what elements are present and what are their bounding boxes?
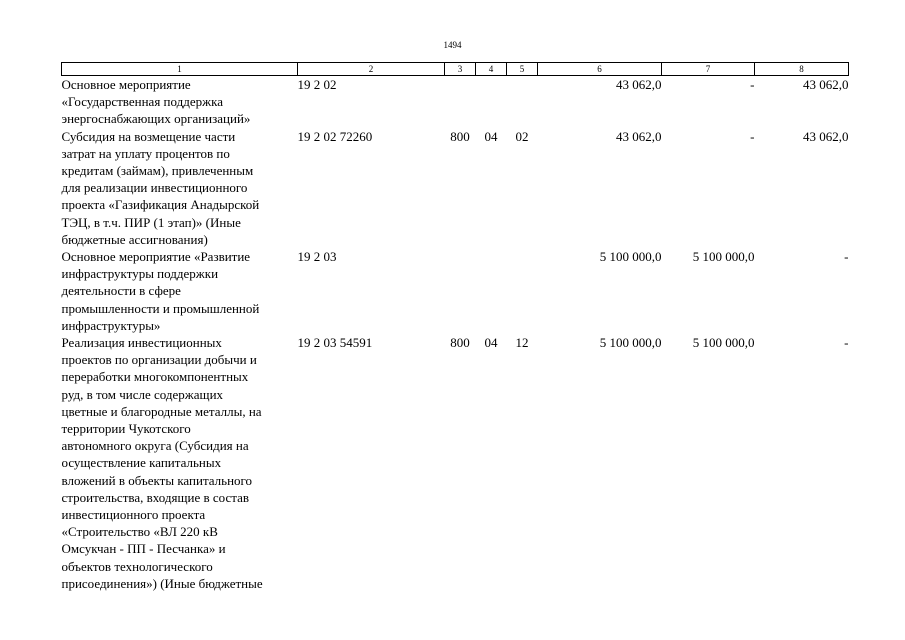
row-name-line: присоединения») (Иные бюджетные [61,575,263,591]
row-name-line: осуществление капитальных [61,455,222,471]
row-name-line: «Строительство «ВЛ 220 кВ [61,524,218,540]
column-header-6: 6 [538,63,662,76]
page-number: 1494 [443,40,462,50]
row-name-line: территории Чукотского [61,421,191,437]
row-name-line: Субсидия на возмещение части [61,128,236,144]
row-name-line: вложений в объекты капитального [61,472,253,488]
row-expense-type: 800 [450,128,470,144]
row-code: 19 2 02 [297,77,337,92]
row-name-line: проектов по организации добычи и [61,352,257,368]
row-name-line: для реализации инвестиционного [61,180,248,196]
row-code: 19 2 03 [297,249,337,265]
row-name [62,76,298,128]
row-name-line: переработки многокомпонентных [61,369,249,385]
row-name-line: энергоснабжающих организаций» [61,111,251,127]
row-name-line: ТЭЦ, в т.ч. ПИР (1 этап)» (Иные [61,214,241,230]
column-number-header [62,63,849,76]
row-section [476,248,507,334]
table-row [62,248,849,334]
row-name-line: деятельности в сфере [61,283,181,299]
column-header-1: 1 [62,63,298,76]
table-body [62,76,849,593]
row-name [62,248,298,334]
row-name-line: промышленности и промышленной [61,300,260,316]
row-amount-col6: 43 062,0 [616,128,662,144]
column-header-7: 7 [662,63,755,76]
row-name-line: автономного округа (Субсидия на [61,438,249,454]
row-name-line: Реализация инвестиционных [61,335,222,351]
budget-table [61,62,849,592]
row-amount-col8: - [844,335,849,351]
row-name-line: руд, в том числе содержащих [61,386,224,402]
row-name [62,128,298,248]
row-name-line: цветные и благородные металлы, на [61,403,262,419]
row-expense-type [445,76,476,128]
row-name-line: бюджетные ассигнования) [61,231,208,247]
row-name-line: кредитам (займам), привлеченным [61,163,254,179]
row-name-line: Омсукчан - ПП - Песчанка» и [61,541,226,557]
row-name-line: инфраструктуры» [61,317,161,333]
row-amount-col6: 43 062,0 [616,77,662,92]
row-amount-col8: 43 062,0 [803,128,849,144]
row-name-line: Основное мероприятие [61,77,191,92]
column-header-4: 4 [476,63,507,76]
row-code: 19 2 03 54591 [297,335,373,351]
row-name-line: инфраструктуры поддержки [61,266,219,282]
row-name-line: проекта «Газификация Анадырской [61,197,260,213]
table-row [62,128,849,248]
column-header-2: 2 [298,63,445,76]
row-section: 04 [484,335,498,351]
row-subsection: 02 [515,128,529,144]
row-amount-col7: 5 100 000,0 [692,335,755,351]
row-code: 19 2 02 72260 [297,128,373,144]
row-section: 04 [484,128,498,144]
row-amount-col7: - [750,128,755,144]
row-amount-col8: - [844,249,849,265]
row-expense-type [445,248,476,334]
row-expense-type: 800 [450,335,470,351]
column-header-8: 8 [755,63,849,76]
row-subsection [507,76,538,128]
row-name-line: Основное мероприятие «Развитие [61,249,251,265]
row-section [476,76,507,128]
column-header-5: 5 [507,63,538,76]
row-subsection [507,248,538,334]
row-subsection: 12 [515,335,529,351]
row-name-line: строительства, входящие в состав [61,489,249,505]
row-amount-col6: 5 100 000,0 [599,249,662,265]
row-amount-col7: 5 100 000,0 [692,249,755,265]
row-name-line: затрат на уплату процентов по [61,145,230,161]
row-name-line: «Государственная поддержка [61,94,224,110]
row-name [62,334,298,592]
row-name-line: инвестиционного проекта [61,507,206,523]
row-name-line: объектов технологического [61,558,213,574]
column-header-3: 3 [445,63,476,76]
row-amount-col6: 5 100 000,0 [599,335,662,351]
row-amount-col7: - [750,77,755,92]
table-row [62,76,849,128]
row-amount-col8: 43 062,0 [803,77,849,92]
table-row [62,334,849,592]
